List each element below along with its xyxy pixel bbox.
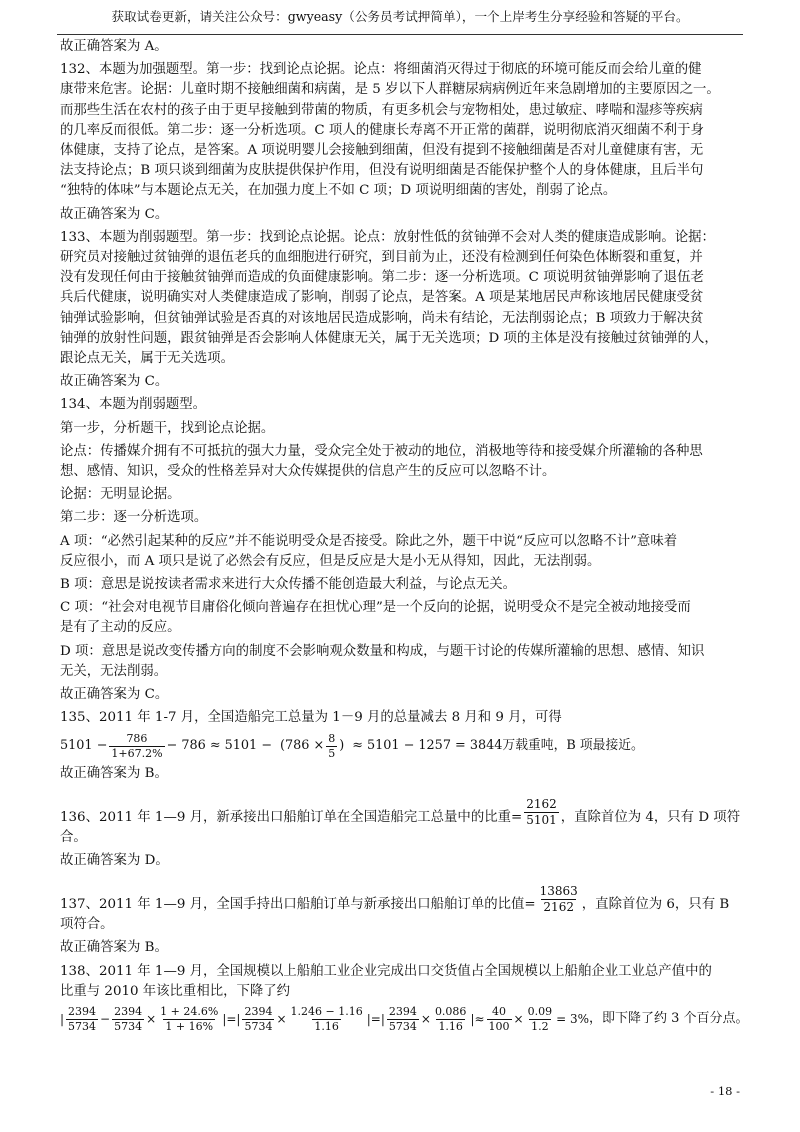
fraction xyxy=(158,1005,220,1034)
text-line: 133、本题为削弱题型。第一步：找到论点论据。论点：放射性低的贫铀弹不会对人类的健康造成影响。论据： xyxy=(60,229,715,245)
formula-term: ) xyxy=(339,737,345,753)
denominator: 100 xyxy=(488,1019,510,1033)
numerator: 13863 xyxy=(539,884,578,899)
text-line: 铀弹试验影响，但贫铀弹试验是否真的对该地居民造成影响，尚未有结论，无法削弱论点；B 项致力于解决贫 xyxy=(60,310,704,326)
question-135-formula xyxy=(60,732,740,761)
text-line: 法支持论点；B 项只谈到细菌为皮肤提供保护作用，但没有说明细菌是否能保护整个人的身体健康，且后半句 xyxy=(60,163,704,179)
text-segment: 136、2011 年 1—9 月，新承接出口船舶订单在全国造船完工总量中的比重= xyxy=(60,809,523,825)
fraction xyxy=(526,1005,555,1034)
text-line: 想、感情、知识，受众的性格差异对大众传媒提供的信息产生的反应可以忽略不计。 xyxy=(60,464,556,480)
option-c-analysis xyxy=(60,598,740,638)
numerator: 0.086 xyxy=(434,1004,467,1018)
abs-bar: | xyxy=(60,1012,65,1027)
text-line: 体健康，支持了论点，是答案。A 项说明婴儿会接触到细菌，但没有提到不接触细菌是否对儿童健康有害，无 xyxy=(60,143,704,159)
formula-term: ≈ 5101 − 1257 = 3844 xyxy=(352,737,503,753)
text-line: 反应很小，而 A 项只是说了必然会有反应，但是反应是大是小无从得知，因此，无法削弱。 xyxy=(60,553,601,569)
operator: |=| xyxy=(366,1012,385,1027)
question-132 xyxy=(60,60,740,201)
answer-line: 故正确答案为 A。 xyxy=(60,39,168,54)
fraction xyxy=(524,797,559,828)
answer-line: 故正确答案为 C。 xyxy=(60,206,169,222)
operator: × xyxy=(146,1012,157,1027)
option-d-analysis xyxy=(60,642,740,682)
numerator: 2394 xyxy=(388,1004,417,1018)
fraction xyxy=(487,1005,512,1034)
text-line: 项符合。 xyxy=(60,917,114,933)
formula-term: (786 × xyxy=(279,737,325,753)
text-line: 康带来危害。论据：儿童时期不接触细菌和病菌，是 5 岁以下人群糖尿病病例近年来急剧增加的主要原因之一。 xyxy=(60,82,720,98)
question-137 xyxy=(60,884,740,915)
numerator: 786 xyxy=(126,731,148,745)
operator: |≈ xyxy=(470,1012,485,1027)
denominator: 1+67.2% xyxy=(111,746,163,760)
text-line: 的几率反而很低。第二步：逐一分析选项。C 项人的健康长寿离不开正常的菌群，说明彻底消灭细菌不利于身 xyxy=(60,122,704,138)
answer-line: 故正确答案为 D。 xyxy=(60,852,169,868)
denominator: 5734 xyxy=(388,1019,417,1033)
document-body xyxy=(60,37,749,1037)
text-segment: ，直除首位为 4，只有 D 项符 xyxy=(560,809,741,825)
fraction xyxy=(538,884,580,915)
answer-line: 故正确答案为 C。 xyxy=(60,687,169,703)
operator: × xyxy=(420,1012,431,1027)
denominator: 1.16 xyxy=(438,1019,463,1033)
numerator: 1 + 24.6% xyxy=(160,1004,219,1018)
option-b-analysis: B 项：意思是说按读者需求来进行大众传播不能创造最大利益，与论点无关。 xyxy=(60,577,516,593)
text-line: 比重与 2010 年该比重相比，下降了约 xyxy=(60,983,291,999)
fraction xyxy=(326,732,337,761)
text-line: A 项：“必然引起某种的反应”并不能说明受众是否接受。除此之外，题干中说“反应可以忽略不计”意味着 xyxy=(60,533,678,549)
text-segment: 137、2011 年 1—9 月，全国手持出口船舶订单与新承接出口船舶订单的比值= xyxy=(60,896,536,912)
step-two: 第二步：逐一分析选项。 xyxy=(60,510,208,526)
denominator: 1 + 16% xyxy=(165,1019,214,1033)
text-line: 无关，无法削弱。 xyxy=(60,663,168,679)
question-138-formula xyxy=(60,1004,749,1034)
numerator: 2394 xyxy=(244,1004,273,1018)
question-134-title: 134、本题为削弱题型。 xyxy=(60,397,207,413)
text-line: 132、本题为加强题型。第一步：找到论点论据。论点：将细菌消灭得过于彻底的环境可能反而会给儿童的健 xyxy=(60,62,702,78)
page-number: - 18 - xyxy=(710,1084,740,1098)
text-line: 论点：传播媒介拥有不可抵抗的强大力量，受众完全处于被动的地位，消极地等待和接受媒介所灌输的各种思 xyxy=(60,443,703,459)
argument-point xyxy=(60,442,740,482)
question-138 xyxy=(60,962,740,1002)
text-line: 跟论点无关，属于无关选项。 xyxy=(60,351,235,367)
text-line: D 项：意思是说改变传播方向的制度不会影响观众数量和构成，与题干讨论的传媒所灌输的思想、感情、知识 xyxy=(60,643,705,659)
denominator: 5734 xyxy=(68,1019,97,1033)
option-a-analysis xyxy=(60,532,740,572)
text-line: 研究员对接触过贫铀弹的退伍老兵的血细胞进行研究，到目前为止，还没有检测到任何染色体断裂和重复，并 xyxy=(60,250,703,266)
answer-line: 故正确答案为 C。 xyxy=(60,374,169,390)
numerator: 1.246 − 1.16 xyxy=(290,1004,363,1018)
fraction xyxy=(112,1005,144,1034)
text-line: 是有了主动的反应。 xyxy=(60,620,181,636)
step-one: 第一步，分析题干，找到论点论据。 xyxy=(60,420,275,436)
text-line: 没有发现任何由于接触贫铀弹而造成的负面健康影响。第二步：逐一分析选项。C 项说明贫铀弹影响了退伍老 xyxy=(60,270,704,286)
fraction xyxy=(109,732,164,761)
text-line: 138、2011 年 1—9 月，全国规模以上船舶工业企业完成出口交货值占全国规模以上船舶企业工业总产值中的 xyxy=(60,963,712,979)
numerator: 2394 xyxy=(68,1004,97,1018)
denominator: 1.2 xyxy=(531,1019,549,1033)
question-133 xyxy=(60,228,740,369)
numerator: 8 xyxy=(328,731,336,745)
fraction xyxy=(242,1005,274,1034)
denominator: 5 xyxy=(328,746,336,760)
formula-tail: 万载重吨，B 项最接近。 xyxy=(502,737,644,753)
formula-result: = 3% xyxy=(556,1012,590,1027)
formula-term: 5101 − xyxy=(60,737,108,753)
text-line: 合。 xyxy=(60,829,87,845)
operator: × xyxy=(513,1012,524,1027)
question-136 xyxy=(60,797,740,828)
operator: − xyxy=(100,1012,111,1027)
numerator: 2162 xyxy=(526,796,557,811)
formula-tail: ，即下降了约 3 个百分点。 xyxy=(589,1011,749,1027)
question-135-intro: 135、2011 年 1-7 月，全国造船完工总量为 1－9 月的总量减去 8 月和 9 月，可得 xyxy=(60,710,562,726)
text-line: 而那些生活在农村的孩子由于更早接触到带菌的物质，有更多机会与宠物相处，患过敏症、哮喘和湿疹等疾病 xyxy=(60,102,703,118)
text-line: C 项：“社会对电视节目庸俗化倾向普遍存在担忧心理”是一个反向的论据，说明受众不是完全被动地接受而 xyxy=(60,600,691,616)
answer-line: 故正确答案为 B。 xyxy=(60,940,168,956)
denominator: 1.16 xyxy=(314,1019,339,1033)
text-segment: ，直除首位为 6，只有 B xyxy=(581,896,730,912)
operator: × xyxy=(276,1012,287,1027)
page-header: 获取试卷更新，请关注公众号：gwyeasy（公务员考试押简单），一个上岸考生分享经验和答疑的平台。 xyxy=(111,9,689,24)
denominator: 5734 xyxy=(114,1019,143,1033)
fraction xyxy=(387,1005,419,1034)
numerator: 40 xyxy=(492,1004,507,1018)
fraction xyxy=(289,1005,365,1034)
numerator: 0.09 xyxy=(527,1004,553,1018)
numerator: 2394 xyxy=(114,1004,143,1018)
argument-evidence: 论据：无明显论据。 xyxy=(60,487,181,503)
text-line: 铀弹的放射性问题，跟贫铀弹是否会影响人体健康无关，属于无关选项；D 项的主体是没有接触过贫铀弹的人， xyxy=(60,330,718,346)
denominator: 2162 xyxy=(543,900,574,915)
header-divider xyxy=(57,34,743,35)
formula-term: − 786 ≈ 5101 − xyxy=(166,737,272,753)
denominator: 5101 xyxy=(526,812,557,827)
fraction xyxy=(433,1005,469,1034)
answer-line: 故正确答案为 B。 xyxy=(60,765,168,781)
operator: |=| xyxy=(222,1012,241,1027)
text-line: “独特的体味”与本题论点无关，在加强力度上不如 C 项；D 项说明细菌的害处，削弱了论点。 xyxy=(60,183,617,199)
denominator: 5734 xyxy=(244,1019,273,1033)
text-line: 兵后代健康，说明确实对人类健康造成了影响，削弱了论点，是答案。A 项是某地居民声称该地居民健康受贫 xyxy=(60,290,704,306)
fraction xyxy=(66,1005,98,1034)
